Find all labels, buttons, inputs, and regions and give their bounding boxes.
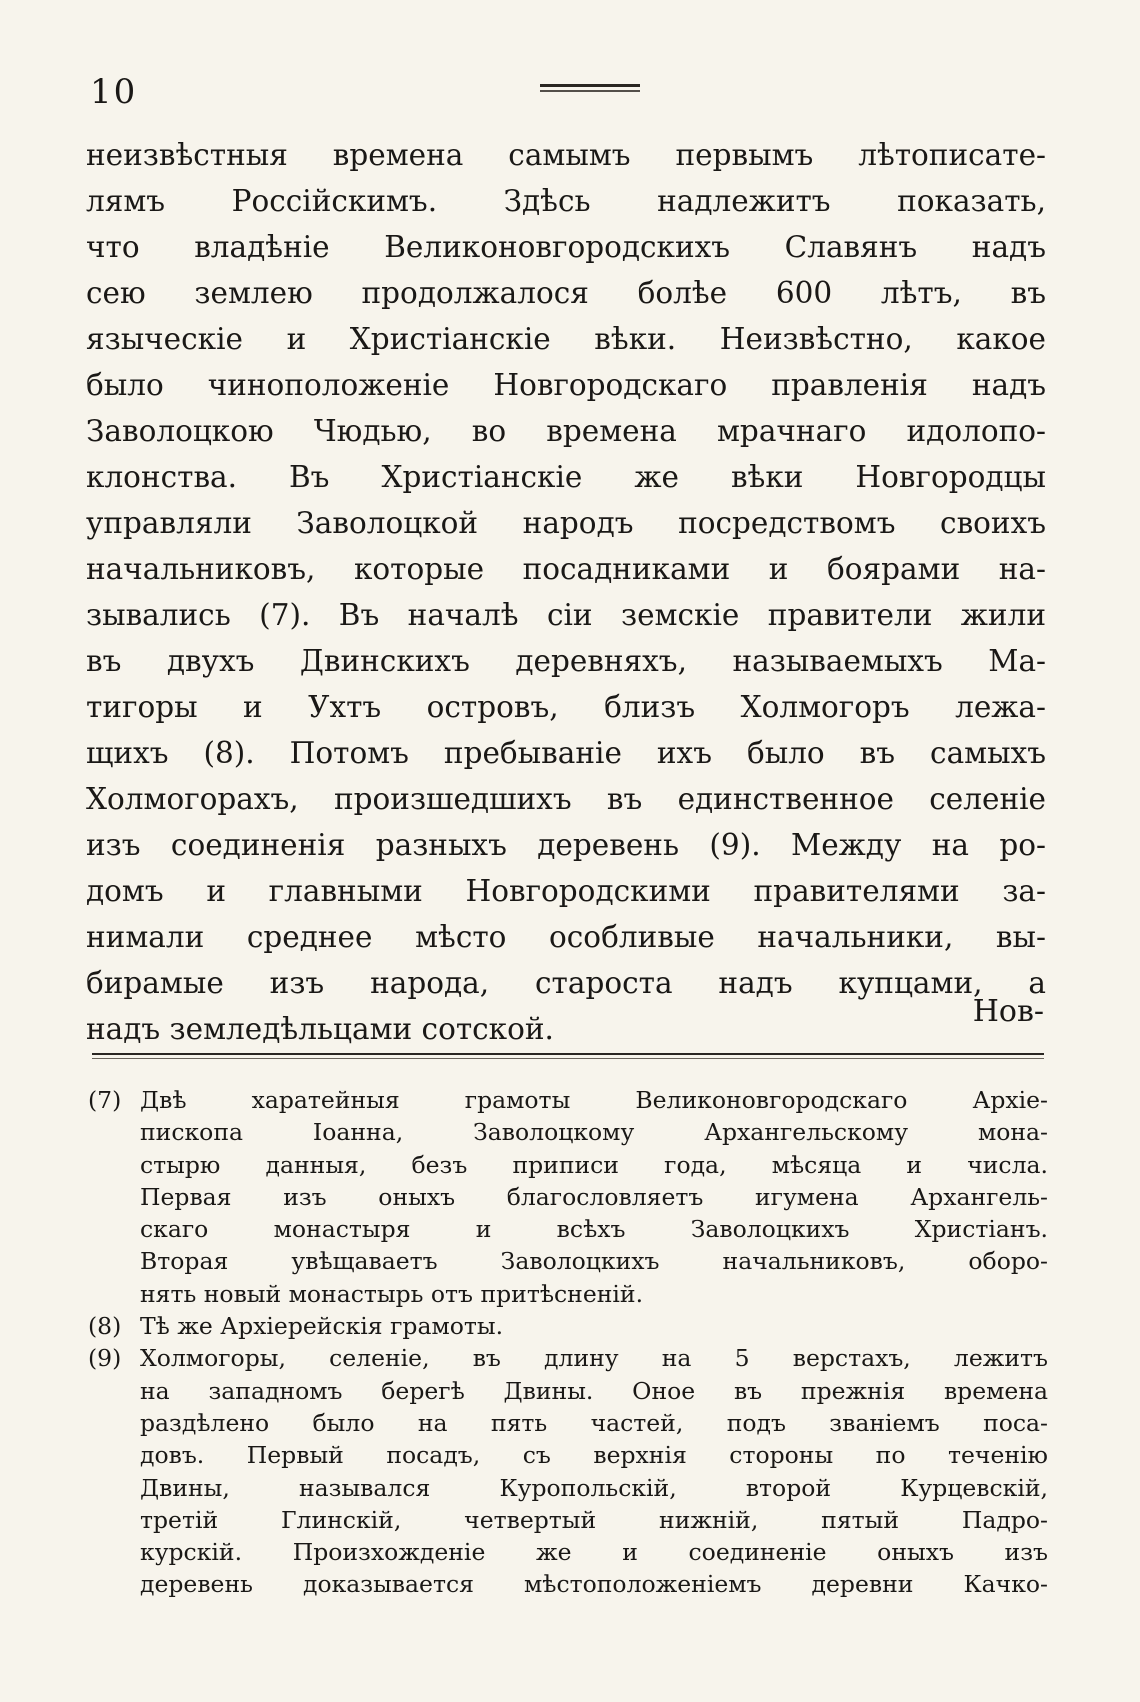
footnote-line: Двины, назывался Куропольскій, второй Курцевскій, (140, 1473, 1048, 1502)
footnote-line: довъ. Первый посадъ, съ верхнія стороны по теченію (140, 1441, 1048, 1470)
footnotes (88, 1084, 1048, 1601)
footnote-line: на западномъ берегѣ Двины. Оное въ прежнія времена (140, 1376, 1048, 1405)
footnote-text: Двѣ харатейныя грамоты Великоновгородскаго Архіе- (140, 1086, 1048, 1114)
footnote-line: раздѣлено было на пять частей, подъ званіемъ поса- (140, 1408, 1048, 1437)
text-line: зывалиcь (7). Въ началѣ сіи земскіе правители жили (86, 598, 1046, 632)
footnote-text: Тѣ же Архіерейскія грамоты. (140, 1312, 504, 1341)
text-line: управляли Заволоцкой народъ посредствомъ своихъ (86, 506, 1046, 540)
footnote-marker: (8) (88, 1312, 122, 1341)
text-line: клонства. Въ Христіанскіе же вѣки Новгородцы (86, 460, 1046, 494)
footnote-line: деревень доказывается мѣстоположеніемъ деревни Качко- (140, 1570, 1048, 1599)
text-line: было чиноположеніе Новгородскаго правленія надъ (86, 368, 1046, 402)
footnote-text: Холмогоры, селеніе, въ длину на 5 верстахъ, лежитъ (140, 1344, 1048, 1373)
catchword: Нов- (972, 994, 1044, 1029)
footnote-marker: (9) (88, 1344, 122, 1373)
footnote-line (88, 1342, 1048, 1374)
text-line: тигоры и Ухтъ островъ, близъ Холмогоръ лежа- (86, 690, 1046, 724)
text-line: надъ земледѣльцами сотской. (86, 1012, 554, 1046)
text-line: начальниковъ, которые посадниками и боярами на- (86, 552, 1046, 586)
text-line: неизвѣстныя времена самымъ первымъ лѣтописате- (86, 138, 1046, 172)
text-line: Заволоцкою Чюдью, во времена мрачнаго идолопо- (86, 414, 1046, 448)
text-line: въ двухъ Двинскихъ деревняхъ, называемыхъ Ма- (86, 644, 1046, 678)
text-line: домъ и главными Новгородскими правителями за- (86, 874, 1046, 908)
footnote-marker: (7) (88, 1086, 122, 1114)
footnote-line: курскій. Произхожденіе же и соединеніе оныхъ изъ (140, 1538, 1048, 1567)
text-line: изъ соединенія разныхъ деревень (9). Между на ро- (86, 828, 1046, 862)
text-line: что владѣніе Великоновгородскихъ Славянъ надъ (86, 230, 1046, 264)
header-ornament (540, 84, 640, 96)
footnote-line: третій Глинскій, четвертый нижній, пятый Падро- (140, 1505, 1048, 1534)
text-line: лямъ Россійскимъ. Здѣсь надлежитъ показать, (86, 184, 1046, 218)
text-line: Холмогорахъ, произшедшихъ въ единственное селеніе (86, 782, 1046, 816)
text-line: нимали среднее мѣсто особливые начальники, вы- (86, 920, 1046, 954)
text-line: языческіе и Христіанскіе вѣки. Неизвѣстно, какое (86, 322, 1046, 356)
text-line: сею землею продолжалося болѣе 600 лѣтъ, въ (86, 276, 1046, 310)
footnote-line (88, 1084, 1048, 1116)
footnote-line: пископа Іоанна, Заволоцкому Архангельскому мона- (140, 1118, 1048, 1147)
footnote-line: Первая изъ оныхъ благословляетъ игумена Архангель- (140, 1182, 1048, 1211)
footnote-line: нять новый монастырь отъ притѣсненій. (140, 1279, 644, 1308)
text-line: щихъ (8). Потомъ пребываніе ихъ было въ самыхъ (86, 736, 1046, 770)
main-text (86, 132, 1046, 1052)
footnote-line (88, 1310, 1048, 1342)
footnote-separator (92, 1053, 1044, 1055)
text-line: бирамые изъ народа, староста надъ купцами, а (86, 966, 1046, 1000)
footnote-line: стырю данныя, безъ приписи года, мѣсяца и числа. (140, 1150, 1048, 1179)
footnote-line: Вторая увѣщаваетъ Заволоцкихъ начальниковъ, оборо- (140, 1247, 1048, 1276)
footnote-line: скаго монастыря и всѣхъ Заволоцкихъ Христіанъ. (140, 1215, 1048, 1244)
page-number: 10 (90, 72, 138, 112)
